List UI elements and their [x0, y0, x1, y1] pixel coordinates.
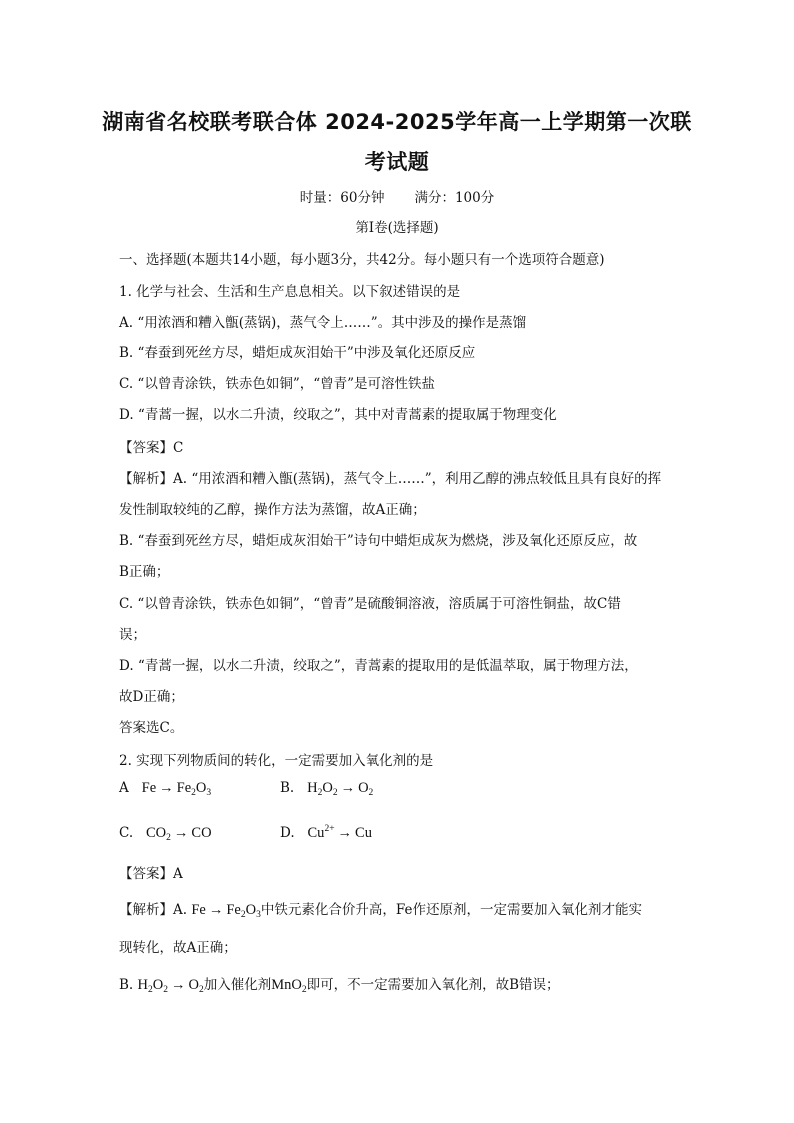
exam-info [0, 186, 794, 206]
question-1-analysis-line: 故D正确； [119, 689, 184, 705]
formula-cu2plus-to-cu: $Cu^{2+} \to Cu$ [307, 824, 372, 841]
question-1-analysis-line: 【解析】A. “用浓酒和糟入甑(蒸锅)，蒸气令上……”，利用乙醇的沸点较低且具有良好的挥 [119, 471, 662, 487]
question-1-analysis-line: 误； [119, 627, 146, 643]
question-1-analysis-line: B正确； [119, 564, 170, 580]
formula-fe-to-fe2o3: $Fe \to Fe_2O_3$ [191, 902, 261, 920]
question-1-analysis-line: 答案选C。 [119, 720, 184, 736]
question-1-option-c: C. “以曾青涂铁，铁赤色如铜”，“曾青”是可溶性铁盐 [119, 376, 436, 392]
formula-fe-to-fe2o3: $Fe \to Fe_2O_3$ [141, 780, 212, 798]
formula-h2o2-to-o2: $H_2O_2 \to O_2$ [307, 780, 374, 798]
question-1-analysis-line: C. “以曾青涂铁，铁赤色如铜”，“曾青”是硫酸铜溶液，溶质属于可溶性铜盐，故C错 [119, 596, 621, 612]
question-1-option-b: B. “春蚕到死丝方尽，蜡炬成灰泪始干”中涉及氧化还原反应 [119, 345, 476, 361]
question-2-option-b: B. $H_2O_2 \to O_2$ [280, 780, 374, 798]
formula-co2-to-co: $CO_2$ → CO [146, 825, 212, 843]
question-1-analysis-line: B. “春蚕到死丝方尽，蜡炬成灰泪始干”诗句中蜡炬成灰为燃烧，涉及氧化还原反应，故 [119, 533, 638, 549]
question-1-stem: 1. 化学与社会、生活和生产息息相关。以下叙述错误的是 [119, 284, 461, 300]
question-1-option-d: D. “青蒿一握，以水二升渍，绞取之”，其中对青蒿素的提取属于物理变化 [119, 407, 557, 423]
question-2-option-c: C. $CO_2$ → CO [119, 825, 212, 843]
instructions: 一、选择题(本题共14小题，每小题3分，共42分。每小题只有一个选项符合题意) [119, 252, 605, 268]
exam-time: 时量：60分钟 [299, 190, 385, 206]
question-1-analysis-line: D. “青蒿一握，以水二升渍，绞取之”，青蒿素的提取用的是低温萃取，属于物理方法， [119, 658, 638, 674]
question-2-answer: 【答案】A [119, 866, 183, 882]
title-line-1: 湖南省名校联考联合体 2024-2025学年高一上学期第一次联 [102, 110, 692, 134]
question-2-analysis-b: B. $H_2O_2 \to O_2$加入催化剂MnO$_2$即可，不一定需要加入氧化剂，故B错误； [119, 977, 560, 995]
exam-score: 满分：100分 [414, 190, 495, 206]
section-title: 第Ⅰ卷(选择题) [355, 220, 439, 236]
question-1-option-a: A. “用浓酒和糟入甑(蒸锅)，蒸气令上……”。其中涉及的操作是蒸馏 [119, 315, 527, 331]
question-1-answer: 【答案】C [119, 440, 184, 456]
question-2-analysis-a: 【解析】A. $Fe \to Fe_2O_3$中铁元素化合价升高，Fe作还原剂，一定需要加入氧化剂才能实 [119, 902, 642, 920]
formula-h2o2-to-o2: $H_2O_2 \to O_2$ [137, 977, 204, 995]
question-2-option-d: D. $Cu^{2+} \to Cu$ [280, 824, 372, 841]
question-2-stem: 2. 实现下列物质间的转化，一定需要加入氧化剂的是 [119, 753, 434, 769]
question-2-analysis-a-cont: 现转化，故A正确； [119, 940, 237, 956]
formula-mno2: MnO$_2$ [271, 977, 307, 995]
question-1-analysis-line: 发性制取较纯的乙醇，操作方法为蒸馏，故A正确； [119, 502, 426, 518]
question-2-option-a: A $Fe \to Fe_2O_3$ [119, 780, 212, 798]
title-line-2: 考试题 [364, 150, 430, 174]
